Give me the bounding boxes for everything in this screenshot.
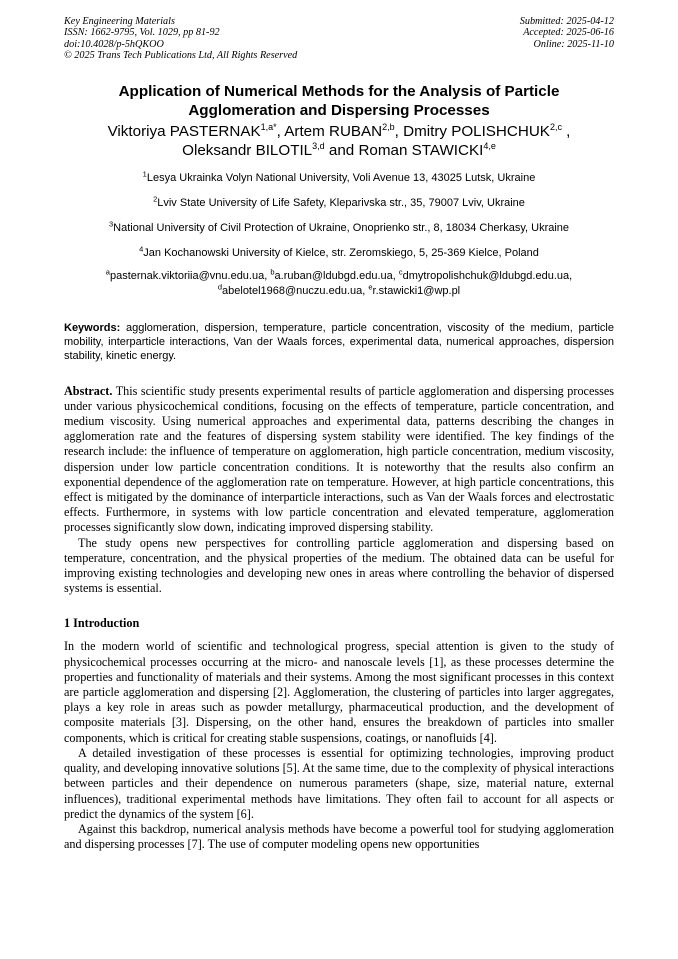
body-paragraph: Against this backdrop, numerical analysis methods have become a powerful tool for studying agglomeration and dispersing processes [7]. The use of computer modeling opens new opportunities: [64, 821, 614, 852]
author-affiliation-mark: 1,a*: [260, 121, 277, 132]
journal-doi: doi:10.4028/p-5hQKOO: [64, 38, 164, 50]
affiliation-mark: 2: [153, 193, 158, 203]
abstract-text: This scientific study presents experimental results of particle agglomeration and dispersing processes under various physicochemical conditions, focusing on the effects of temperature, particle concentration, and medium viscosity. Using numerical approaches and experimental data, patterns describing the changes in agglomeration rate and the features of dispersing system stability were identified. The key findings of the research include: the influence of temperature on agglomeration, high particle concentration, medium viscosity, dispersion under low particle concentration conditions. It is noteworthy that the results also confirm an exponential dependence of the agglomeration rate on temperature. However, at high particle concentrations, this effect is mitigated by the dominance of interparticle interactions, such as Van der Waals forces and electrostatic effects. Furthermore, in systems with low particle concentration and elevated temperature, agglomeration processes significantly slow down, indicating improved dispersing stability.: [64, 383, 614, 535]
email-mark: a: [105, 266, 110, 276]
body-paragraph: A detailed investigation of these processes is essential for optimizing technologies, improving product quality, and developing innovative solutions [5]. At the same time, due to the complexity of physical interactions between particles and their dependence on numerous parameters (shape, size, material nature, external influences), traditional experimental methods have limitations. They often fail to account for all aspects or predict the dynamics of the system [6].: [64, 745, 614, 821]
author-separator: ,: [276, 122, 285, 140]
email-mark: b: [270, 266, 275, 276]
author-affiliation-mark: 4,e: [483, 140, 496, 151]
affiliation-mark: 4: [139, 243, 144, 253]
email-line: [64, 281, 614, 299]
email-line: [64, 266, 614, 284]
keywords-text: agglomeration, dispersion, temperature, particle concentration, viscosity of the medium, particle mobility, interparticle interactions, Van der Waals forces, experimental data, numerical approaches, dispersion stability, kinetic energy.: [64, 321, 614, 362]
email-mark: e: [368, 281, 373, 291]
author-separator: ,: [394, 122, 404, 140]
email-address[interactable]: pasternak.viktoriia@vnu.edu.ua: [109, 269, 265, 282]
title-line: Agglomeration and Dispersing Processes: [188, 101, 490, 119]
affiliation-text: National University of Civil Protection of Ukraine, Onoprienko str., 8, 18034 Cherkasy, Ukraine: [113, 221, 570, 234]
journal-info: [64, 16, 297, 62]
keywords-label: Keywords:: [64, 321, 121, 334]
author-name: Roman STAWICKI: [358, 141, 484, 159]
author-affiliation-mark: 2,c: [549, 121, 562, 132]
title-line: Application of Numerical Methods for the Analysis of Particle: [118, 82, 560, 100]
journal-name: Key Engineering Materials: [64, 16, 175, 27]
abstract-paragraph: The study opens new perspectives for controlling particle agglomeration and dispersing based on temperature, concentration, and the physical properties of the medium. The obtained data can be useful for improving existing technologies and developing new ones in areas where controlling the behavior of dispersed systems is essential.: [64, 535, 614, 596]
affiliation-text: Lviv State University of Life Safety, Kleparivska str., 35, 79007 Lviv, Ukraine: [157, 196, 525, 209]
affiliation-text: Lesya Ukrainka Volyn National University, Voli Avenue 13, 43025 Lutsk, Ukraine: [146, 171, 536, 184]
author-name: Dmitry POLISHCHUK: [403, 122, 550, 140]
section-heading-introduction: 1 Introduction: [64, 616, 140, 631]
author-affiliation-mark: 2,b: [382, 121, 395, 132]
affiliation-2: [64, 193, 614, 210]
author-name: Viktoriya PASTERNAK: [107, 122, 261, 140]
author-separator: ,: [561, 122, 571, 140]
author-line: [64, 141, 614, 160]
email-address[interactable]: a.ruban@ldubgd.edu.ua: [274, 269, 393, 282]
email-separator: ,: [264, 269, 271, 282]
affiliation-1: [64, 168, 614, 185]
abstract-paragraph: [64, 384, 614, 536]
affiliation-text: Jan Kochanowski University of Kielce, str. Zeromskiego, 5, 25-369 Kielce, Poland: [143, 246, 539, 259]
email-mark: d: [217, 281, 223, 291]
paper-title: [64, 82, 614, 120]
journal-copyright: © 2025 Trans Tech Publications Ltd, All Rights Reserved: [64, 50, 298, 62]
email-separator: ,: [392, 269, 399, 282]
keywords-block: [64, 321, 614, 363]
accepted-date: Accepted: 2025-06-16: [523, 27, 614, 39]
affiliation-mark: 3: [108, 218, 114, 228]
online-date: Online: 2025-11-10: [533, 38, 614, 50]
email-address[interactable]: dmytropolishchuk@ldubgd.edu.ua: [402, 269, 570, 282]
author-list: [64, 122, 614, 160]
author-name: Oleksandr BILOTIL: [182, 141, 313, 159]
email-mark: c: [398, 266, 403, 276]
affiliation-4: [64, 243, 614, 260]
author-emails: [64, 266, 614, 299]
affiliation-mark: 1: [142, 168, 147, 178]
author-affiliation-mark: 3,d: [312, 140, 325, 151]
author-line: [64, 122, 614, 141]
submitted-date: Submitted: 2025-04-12: [519, 16, 614, 27]
submission-dates: [520, 16, 614, 62]
abstract-label: Abstract.: [64, 383, 113, 398]
email-separator: ,: [569, 269, 573, 282]
email-separator: ,: [362, 284, 369, 297]
abstract-block: [64, 384, 614, 597]
journal-issn: ISSN: 1662-9795, Vol. 1029, pp 81-92: [64, 27, 220, 39]
author-separator: and: [324, 141, 359, 159]
journal-header: [64, 0, 614, 62]
body-paragraph: In the modern world of scientific and technological progress, special attention is given to the study of physicochemical processes occurring at the micro- and nanoscale levels [1], as these processes determine the properties and functionality of materials and their systems. Among the most significant processes in this context are particle agglomeration and dispersing [2]. Agglomeration, the clustering of particles into larger aggregates, plays a key role in areas such as powder metallurgy, pharmaceutical production, and the development of composite materials [3]. Dispersing, on the other hand, ensures the breakdown of particles into smaller components, which is critical for creating stable suspensions, coatings, or nanofluids [4].: [64, 639, 614, 745]
author-name: Artem RUBAN: [284, 122, 383, 140]
introduction-body: [64, 639, 614, 852]
email-address[interactable]: r.stawicki1@wp.pl: [372, 284, 461, 297]
email-address[interactable]: abelotel1968@nuczu.edu.ua: [222, 284, 363, 297]
affiliation-3: [64, 218, 614, 235]
